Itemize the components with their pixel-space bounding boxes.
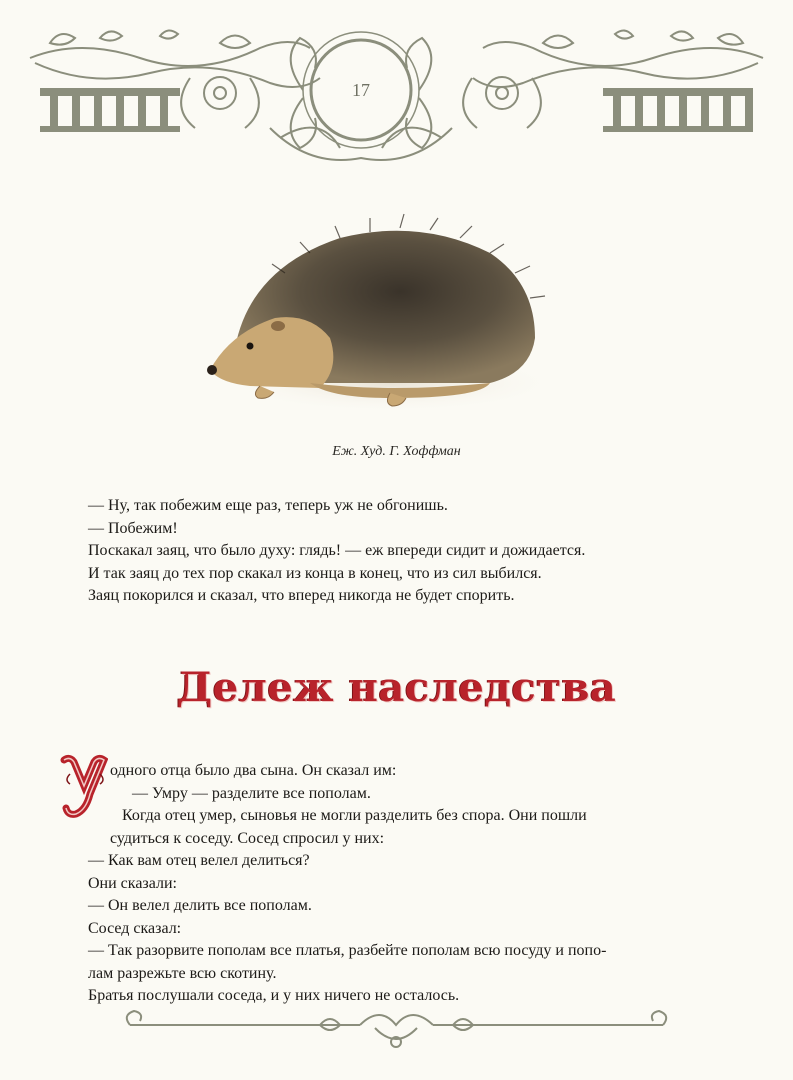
chapter-text — [88, 760, 728, 1008]
text-line: И так заяц до тех пор скакал из конца в конец, что из сил выбился. — [88, 564, 542, 582]
text-line: — Как вам отец велел делиться? — [88, 852, 310, 869]
text-line: — Умру — разделите все пополам. — [132, 784, 371, 802]
text-line: лам разрежьте всю скотину. — [88, 964, 277, 982]
text-line: — Он велел делить все пополам. — [88, 897, 312, 914]
chapter-title: Дележ наследства — [176, 664, 617, 711]
text-line: — Ну, так побежим еще раз, теперь уж не обгонишь. — [88, 497, 448, 514]
text-line: — Так разорвите пополам все платья, разбейте пополам всю посуду и попо- — [88, 942, 607, 959]
text-line: — Побежим! — [88, 519, 178, 537]
illustration-caption: Еж. Худ. Г. Хоффман — [332, 444, 461, 459]
hedgehog-illustration — [190, 198, 570, 428]
text-line: Поскакал заяц, что было духу: глядь! — еж впереди сидит и дожидается. — [88, 542, 586, 559]
story-end-text — [88, 495, 728, 608]
page-number: 17 — [352, 80, 370, 100]
text-line: Заяц покорился и сказал, что вперед никогда не будет спорить. — [88, 587, 515, 604]
text-line: одного отца было два сына. Он сказал им: — [110, 762, 397, 779]
text-line: Сосед сказал: — [88, 919, 182, 937]
footer-ornament — [120, 1000, 673, 1060]
text-line: Они сказали: — [88, 874, 177, 892]
text-line: судиться к соседу. Сосед спросил у них: — [110, 829, 385, 847]
text-line: Братья послушали соседа, и у них ничего не осталось. — [88, 987, 460, 1004]
text-line: Когда отец умер, сыновья не могли разделить без спора. Они пошли — [122, 807, 587, 824]
